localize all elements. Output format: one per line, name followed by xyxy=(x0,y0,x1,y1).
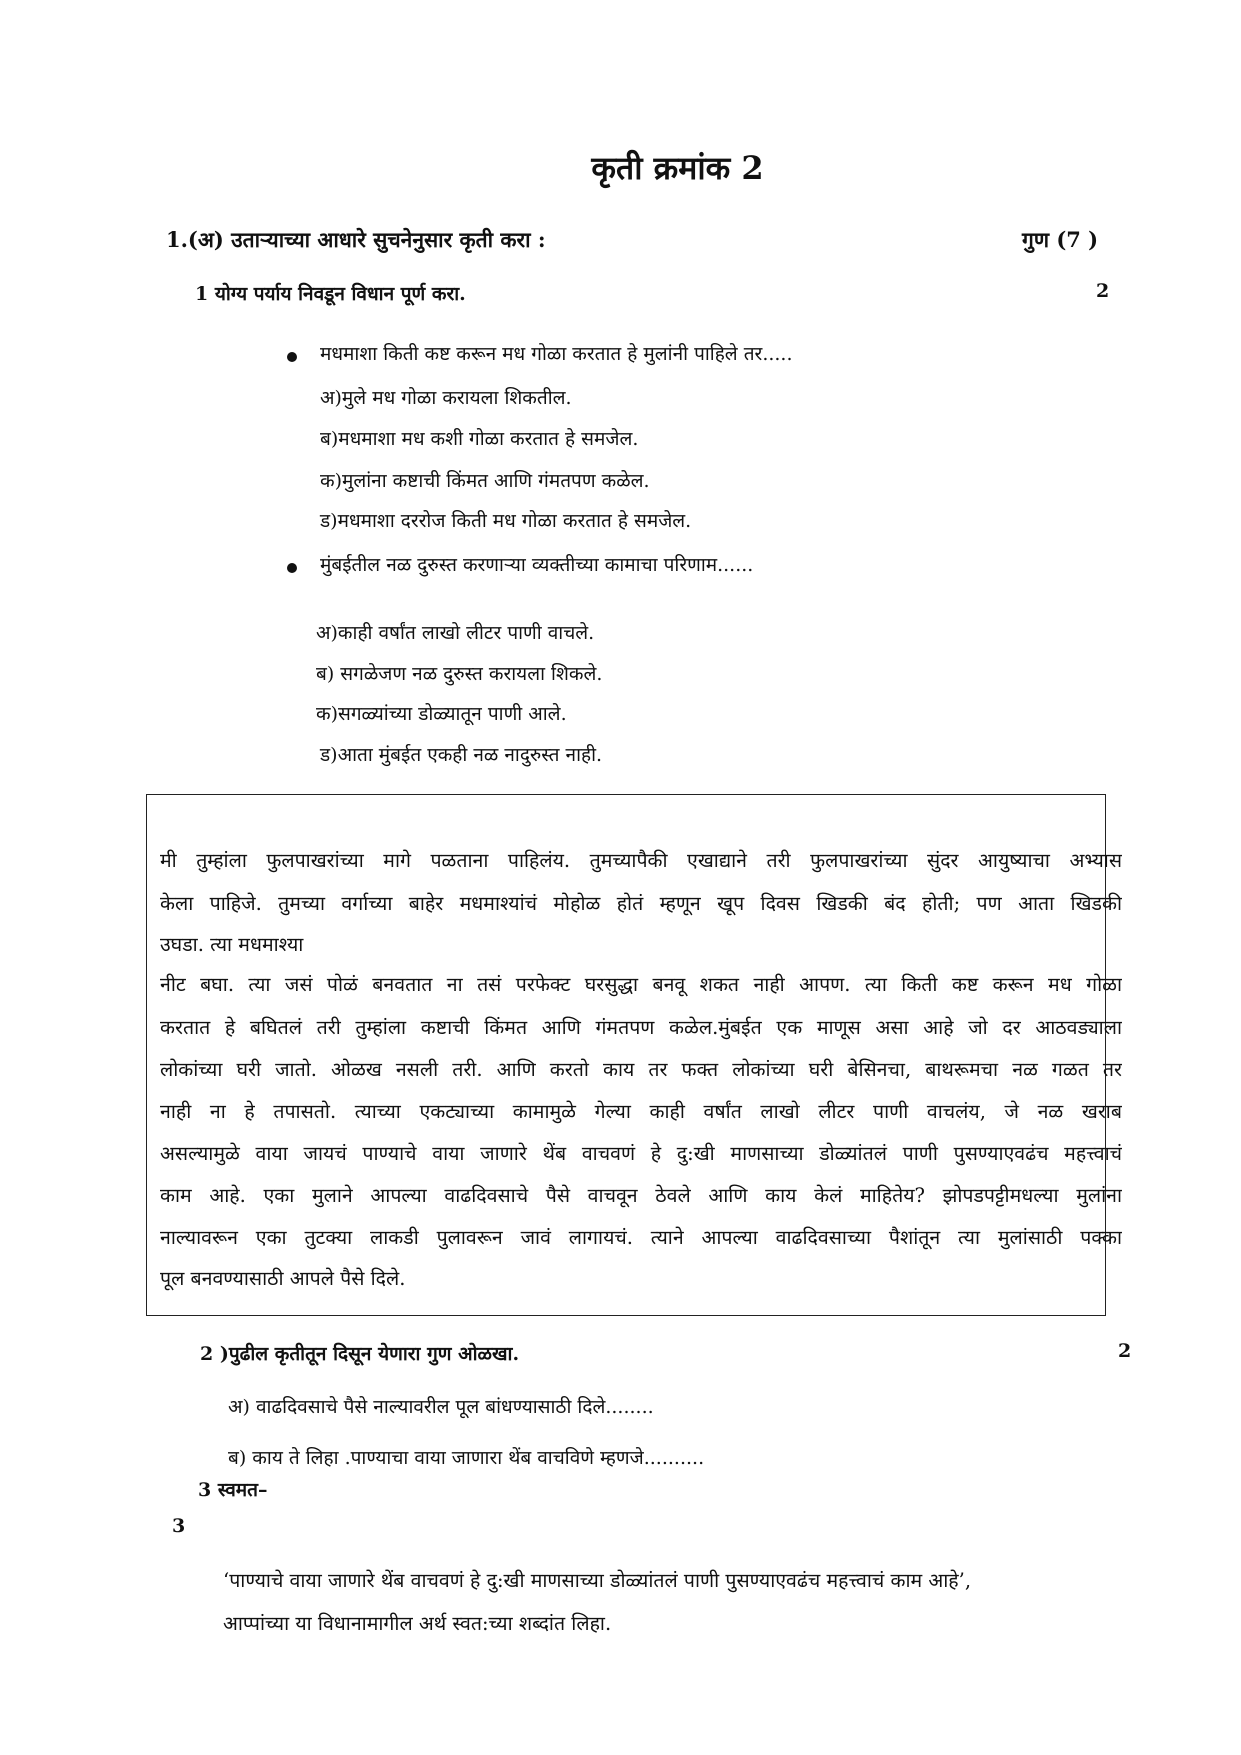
passage-line: केला पाहिजे. तुमच्या वर्गाच्या बाहेर मधमाश्यांचं मोहोळ होतं म्हणून खूप दिवस खिडकी बंद होती; पण आता खिडकी xyxy=(160,892,1122,915)
mcq-statement-1: मधमाशा किती कष्ट करून मध गोळा करतात हे मुलांनी पाहिले तर..... xyxy=(320,343,793,365)
opinion-prompt-line-1: ‘पाण्याचे वाया जाणारे थेंब वाचवणं हे दु:खी माणसाच्या डोळ्यांतलं पाणी पुसण्याएवढंच महत्त्वाचं काम आहे’, xyxy=(223,1569,972,1592)
subquestion-2-item-b: ब) काय ते लिहा .पाण्याचा वाया जाणारा थेंब वाचविणे म्हणजे.......... xyxy=(228,1447,705,1469)
opinion-prompt-line-2: आप्पांच्या या विधानामागील अर्थ स्वत:च्या शब्दांत लिहा. xyxy=(223,1612,612,1635)
page-title: कृती क्रमांक 2 xyxy=(591,149,764,187)
subquestion-2-marks: 2 xyxy=(1118,1340,1132,1362)
passage-line: लोकांच्या घरी जातो. ओळख नसली तरी. आणि करतो काय तर फक्त लोकांच्या घरी बेसिनचा, बाथरूमचा नळ गळत तर xyxy=(160,1058,1122,1081)
mcq-2-option-b: ब) सगळेजण नळ दुरुस्त करायला शिकले. xyxy=(316,663,603,685)
subquestion-3-marks: 3 xyxy=(172,1515,186,1537)
mcq-1-option-d: ड)मधमाशा दररोज किती मध गोळा करतात हे समजेल. xyxy=(320,510,692,532)
mcq-2-option-c: क)सगळ्यांच्या डोळ्यातून पाणी आले. xyxy=(316,703,567,725)
passage-line: असल्यामुळे वाया जायचं पाण्याचे वाया जाणारे थेंब वाचवणं हे दु:खी माणसाच्या डोळ्यांतलं पाणी पुसण्याएवढंच महत्त्वाचं xyxy=(160,1142,1122,1165)
bullet-icon xyxy=(287,563,297,573)
passage-line: करतात हे बघितलं तरी तुम्हांला कष्टाची किंमत आणि गंमतपण कळेल.मुंबईत एक माणूस असा आहे जो दर आठवड्याला xyxy=(160,1016,1122,1039)
subquestion-2-label: 2 )पुढील कृतीतून दिसून येणारा गुण ओळखा. xyxy=(200,1343,520,1365)
mcq-2-option-d: ड)आता मुंबईत एकही नळ नादुरुस्त नाही. xyxy=(320,744,603,766)
passage-line: नाल्यावरून एका तुटक्या लाकडी पुलावरून जावं लागायचं. त्याने आपल्या वाढदिवसाच्या पैशांतून त्या मुलांसाठी पक्का xyxy=(160,1226,1122,1249)
subquestion-1-marks: 2 xyxy=(1096,280,1110,302)
mcq-statement-2: मुंबईतील नळ दुरुस्त करणाऱ्या व्यक्तीच्या कामाचा परिणाम...... xyxy=(320,554,754,576)
passage-line: मी तुम्हांला फुलपाखरांच्या मागे पळताना पाहिलंय. तुमच्यापैकी एखाद्याने तरी फुलपाखरांच्या सुंदर आयुष्याचा अभ्यास xyxy=(160,849,1122,872)
question-1-label: 1.(अ) उताऱ्याच्या आधारे सुचनेनुसार कृती करा : xyxy=(166,227,546,252)
mcq-1-option-c: क)मुलांना कष्टाची किंमत आणि गंमतपण कळेल. xyxy=(320,470,650,492)
passage-line: नाही ना हे तपासतो. त्याच्या एकट्याच्या कामामुळे गेल्या काही वर्षांत लाखो लीटर पाणी वाचलंय, जे नळ खराब xyxy=(160,1100,1122,1123)
mcq-1-option-a: अ)मुले मध गोळा करायला शिकतील. xyxy=(320,387,572,409)
passage-line: उघडा. त्या मधमाश्या xyxy=(160,933,304,956)
subquestion-3-label: 3 स्वमत– xyxy=(198,1479,268,1501)
mcq-1-option-b: ब)मधमाशा मध कशी गोळा करतात हे समजेल. xyxy=(320,428,639,450)
passage-line: पूल बनवण्यासाठी आपले पैसे दिले. xyxy=(160,1267,406,1290)
mcq-2-option-a: अ)काही वर्षांत लाखो लीटर पाणी वाचले. xyxy=(316,622,595,644)
bullet-icon xyxy=(287,352,297,362)
question-1-marks: गुण (7 ) xyxy=(1022,227,1099,252)
passage-line: काम आहे. एका मुलाने आपल्या वाढदिवसाचे पैसे वाचवून ठेवले आणि काय केलं माहितेय? झोपडपट्टीमधल्या मुलांना xyxy=(160,1184,1122,1207)
subquestion-1-label: 1 योग्य पर्याय निवडून विधान पूर्ण करा. xyxy=(195,283,466,305)
subquestion-2-item-a: अ) वाढदिवसाचे पैसे नाल्यावरील पूल बांधण्यासाठी दिले........ xyxy=(228,1396,654,1418)
passage-line: नीट बघा. त्या जसं पोळं बनवतात ना तसं परफेक्ट घरसुद्धा बनवू शकत नाही आपण. त्या किती कष्ट करून मध गोळा xyxy=(160,973,1122,996)
